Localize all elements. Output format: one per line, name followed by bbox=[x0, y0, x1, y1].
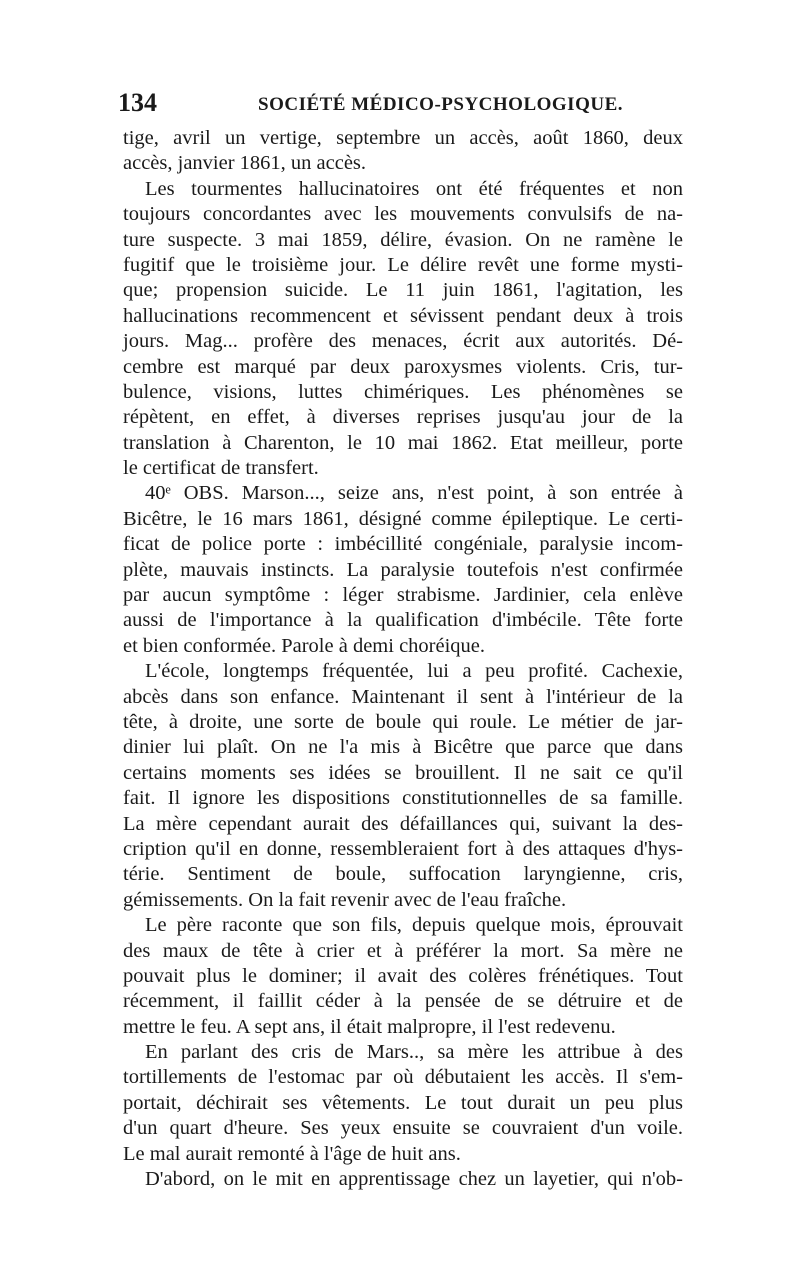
text-line: tige, avril un vertige, septembre un accès, août 1860, deux bbox=[123, 127, 683, 149]
text-line: tortillements de l'estomac par où débutaient les accès. Il s'em- bbox=[123, 1066, 683, 1089]
text-line: La mère cependant aurait des défaillances qui, suivant la des- bbox=[123, 812, 683, 835]
text-line: bulence, visions, luttes chimériques. Les phénomènes se bbox=[123, 380, 683, 403]
text-line: certains moments ses idées se brouillent. Il ne sait ce qu'il bbox=[123, 761, 683, 784]
text-line: cription qu'il en donne, ressembleraient fort à des attaques d'hys- bbox=[123, 837, 683, 860]
text-line: Les tourmentes hallucinatoires ont été fréquentes et non bbox=[145, 177, 683, 200]
text-line: et bien conformée. Parole à demi choréique. bbox=[123, 634, 486, 657]
text-line: En parlant des cris de Mars.., sa mère les attribue à des bbox=[145, 1041, 683, 1064]
text-line: Le père raconte que son fils, depuis quelque mois, éprouvait bbox=[145, 914, 683, 937]
text-line: récemment, il faillit céder à la pensée de se détruire et de bbox=[123, 990, 683, 1013]
text-line: le certificat de transfert. bbox=[123, 457, 319, 480]
text-line: L'école, longtemps fréquentée, lui a peu profité. Cachexie, bbox=[145, 660, 683, 683]
text-line: D'abord, on le mit en apprentissage chez un layetier, qui n'ob- bbox=[145, 1168, 683, 1191]
text-line: toujours concordantes avec les mouvements convulsifs de na- bbox=[123, 203, 683, 226]
text-line: tête, à droite, une sorte de boule qui roule. Le métier de jar- bbox=[123, 710, 683, 733]
text-line: dinier lui plaît. On ne l'a mis à Bicêtre que parce que dans bbox=[123, 736, 683, 759]
text-line: 40ᵉ OBS. Marson..., seize ans, n'est point, à son entrée à bbox=[145, 482, 683, 505]
text-line: abcès dans son enfance. Maintenant il sent à l'intérieur de la bbox=[123, 685, 683, 708]
text-line: pouvait plus le dominer; il avait des colères frénétiques. Tout bbox=[123, 964, 683, 987]
text-line: fugitif que le troisième jour. Le délire revêt une forme mysti- bbox=[123, 253, 683, 276]
text-line: par aucun symptôme : léger strabisme. Jardinier, cela enlève bbox=[123, 584, 683, 607]
text-line: Bicêtre, le 16 mars 1861, désigné comme épileptique. Le certi- bbox=[123, 507, 683, 530]
body-text bbox=[123, 126, 683, 1192]
text-line: Le mal aurait remonté à l'âge de huit ans. bbox=[123, 1142, 461, 1165]
text-line: translation à Charenton, le 10 mai 1862. Etat meilleur, porte bbox=[123, 431, 683, 454]
page-header bbox=[118, 88, 680, 120]
running-head: SOCIÉTÉ MÉDICO-PSYCHOLOGIQUE. bbox=[258, 94, 623, 115]
text-line: térie. Sentiment de boule, suffocation laryngienne, cris, bbox=[123, 863, 683, 886]
text-line: hallucinations recommencent et sévissent pendant deux à trois bbox=[123, 304, 683, 327]
text-line: gémissements. On la fait revenir avec de l'eau fraîche. bbox=[123, 888, 567, 911]
text-line: accès, janvier 1861, un accès. bbox=[123, 152, 367, 175]
text-line: que; propension suicide. Le 11 juin 1861, l'agitation, les bbox=[123, 279, 683, 302]
text-line: ture suspecte. 3 mai 1859, délire, évasion. On ne ramène le bbox=[123, 228, 683, 251]
text-line: ficat de police porte : imbécillité congéniale, paralysie incom- bbox=[123, 533, 683, 556]
text-line: portait, déchirait ses vêtements. Le tout durait un peu plus bbox=[123, 1091, 683, 1114]
text-line: plète, mauvais instincts. La paralysie toutefois n'est confirmée bbox=[123, 558, 683, 581]
text-line: aussi de l'importance à la qualification d'imbécile. Tête forte bbox=[123, 609, 683, 632]
text-line: mettre le feu. A sept ans, il était malpropre, il l'est redevenu. bbox=[123, 1015, 616, 1038]
page-number: 134 bbox=[118, 88, 157, 117]
text-line: jours. Mag... profère des menaces, écrit aux autorités. Dé- bbox=[123, 330, 683, 353]
text-line: des maux de tête à crier et à préférer la mort. Sa mère ne bbox=[123, 939, 683, 962]
text-line: fait. Il ignore les dispositions constitutionnelles de sa famille. bbox=[123, 787, 683, 810]
text-line: d'un quart d'heure. Ses yeux ensuite se couvraient d'un voile. bbox=[123, 1117, 683, 1140]
text-line: cembre est marqué par deux paroxysmes violents. Cris, tur- bbox=[123, 355, 683, 378]
text-line: répètent, en effet, à diverses reprises jusqu'au jour de la bbox=[123, 406, 683, 429]
